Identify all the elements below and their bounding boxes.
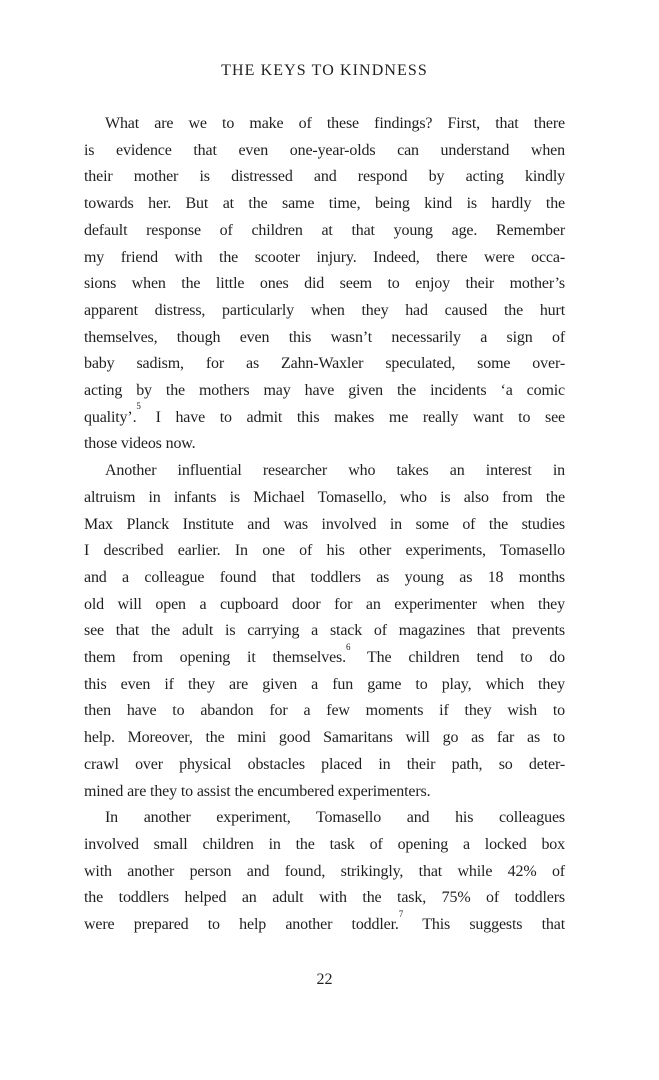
- footnote-marker: 7: [398, 908, 404, 919]
- text-line: crawl over physical obstacles placed in their path, so deter-: [84, 755, 565, 773]
- text-line: them from opening it themselves.$^6$ The children tend to do: [84, 641, 566, 667]
- page-number: 22: [316, 971, 333, 988]
- text-line: towards her. But at the same time, being kind is hardly the: [84, 195, 565, 213]
- text-line: altruism in infants is Michael Tomasello, who is also from the: [84, 488, 565, 506]
- text-line: and a colleague found that toddlers as young as 18 months: [84, 568, 565, 586]
- body-text: [84, 111, 565, 939]
- text-line: old will open a cupboard door for an experimenter when they: [84, 595, 565, 613]
- text-line: sions when the little ones did seem to enjoy their mother’s: [84, 275, 565, 293]
- text-line: Another influential researcher who takes an interest in: [105, 462, 565, 480]
- text-line: mined are they to assist the encumbered experimenters.: [84, 782, 431, 800]
- text-line: were prepared to help another toddler.$^7$ This suggests that: [84, 908, 565, 934]
- text-line: involved small children in the task of opening a locked box: [84, 835, 565, 853]
- text-line: apparent distress, particularly when they had caused the hurt: [84, 301, 565, 319]
- text-line: their mother is distressed and respond by acting kindly: [84, 168, 565, 186]
- text-line: help. Moreover, the mini good Samaritans will go as far as to: [84, 729, 565, 747]
- text-line: with another person and found, strikingly, that while 42% of: [84, 862, 565, 880]
- text-line: What are we to make of these findings? First, that there: [105, 115, 565, 132]
- text-line: themselves, though even this wasn’t necessarily a sign of: [84, 328, 565, 346]
- text-line: quality’.$^5$ I have to admit this makes me really want to see: [84, 401, 565, 426]
- text-line: Max Planck Institute and was involved in some of the studies: [84, 515, 565, 533]
- paragraph: [84, 458, 565, 805]
- running-header: THE KEYS TO KINDNESS: [221, 62, 428, 79]
- text-line: is evidence that even one-year-olds can understand when: [84, 141, 565, 159]
- text-line: then have to abandon for a few moments if they wish to: [84, 702, 565, 720]
- text-line: this even if they are given a fun game to play, which they: [84, 675, 565, 693]
- text-line: see that the adult is carrying a stack of magazines that prevents: [84, 622, 565, 640]
- footnote-marker: 6: [345, 641, 351, 652]
- paragraph: [84, 805, 565, 939]
- text-line: I described earlier. In one of his other experiments, Tomasello: [84, 542, 565, 560]
- text-line: the toddlers helped an adult with the task, 75% of toddlers: [84, 889, 565, 907]
- text-line: default response of children at that young age. Remember: [84, 221, 565, 239]
- paragraph: [84, 111, 565, 458]
- text-line: baby sadism, for as Zahn-Waxler speculated, some over-: [84, 355, 565, 373]
- text-line: acting by the mothers may have given the incidents ‘a comic: [84, 382, 565, 400]
- footnote-marker: 5: [136, 401, 141, 412]
- text-line: those videos now.: [84, 435, 196, 453]
- text-line: my friend with the scooter injury. Indeed, there were occa-: [84, 248, 565, 266]
- text-line: In another experiment, Tomasello and his colleagues: [105, 809, 565, 827]
